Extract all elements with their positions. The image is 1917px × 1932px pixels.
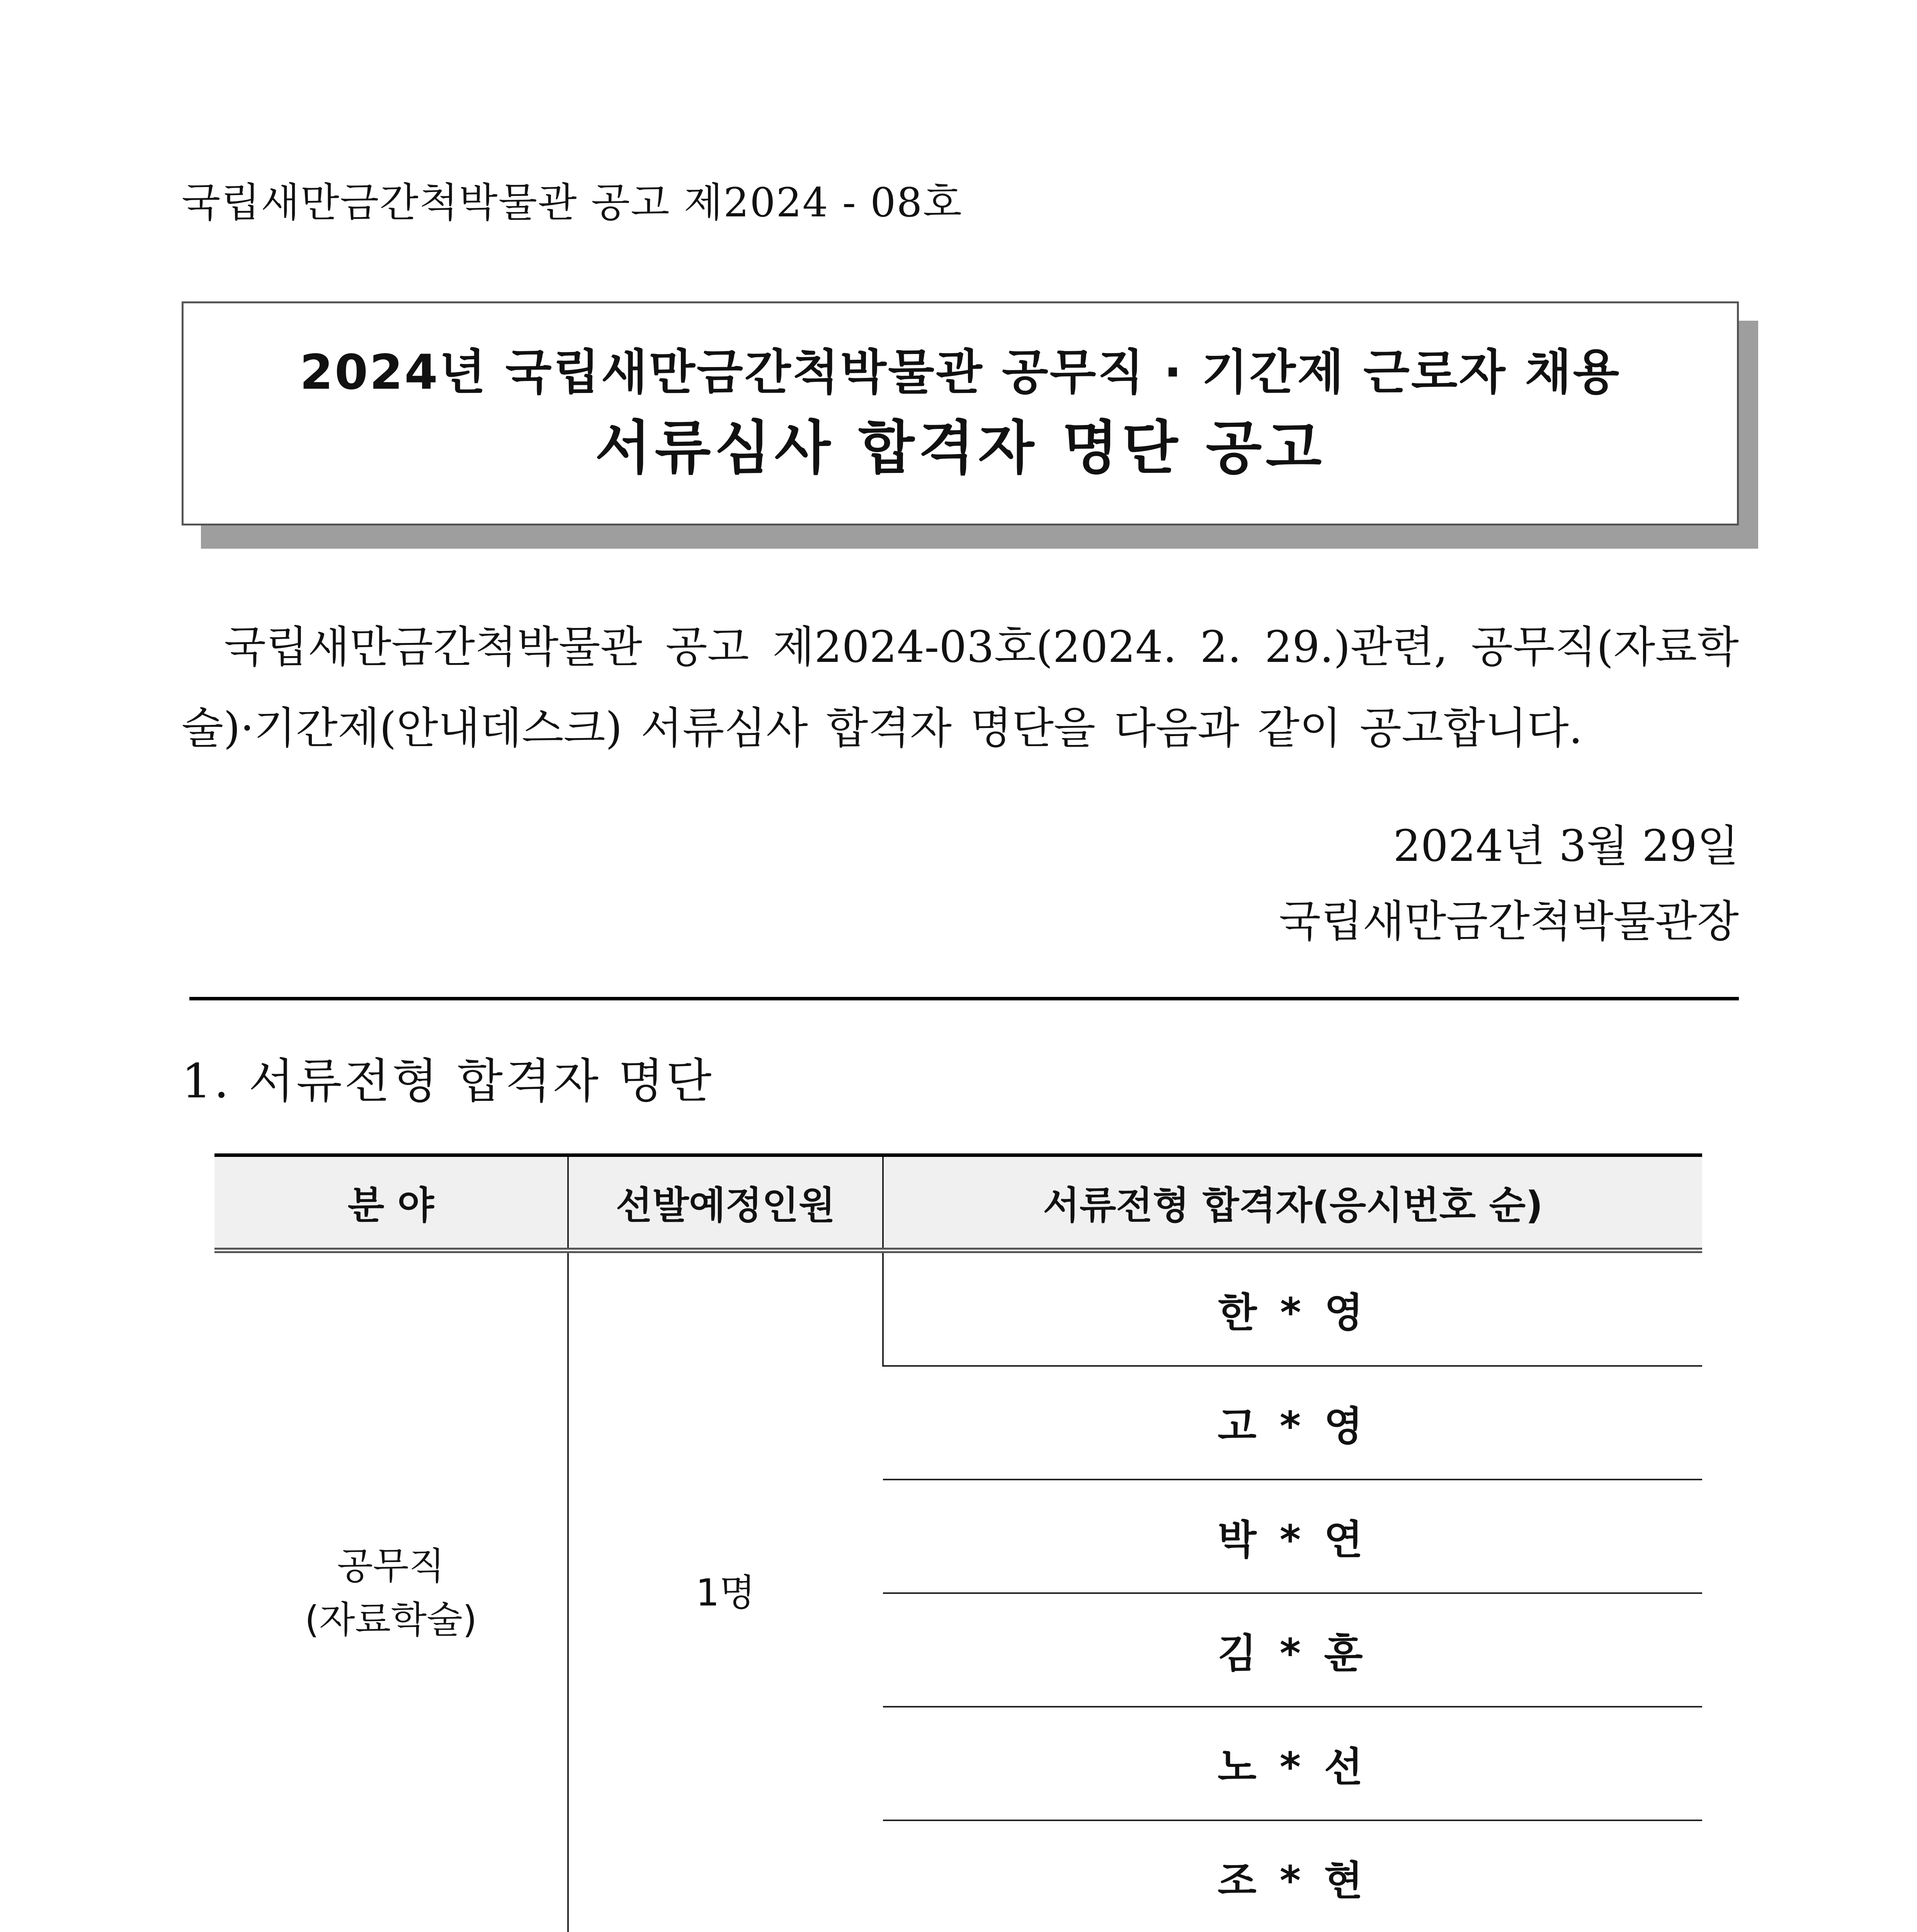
title-line-1: 2024년 국립새만금간척박물관 공무직 · 기간제 근로자 채용 xyxy=(299,345,1621,401)
candidate-name: 노 * 선 xyxy=(883,1707,1702,1820)
candidate-name: 조 * 현 xyxy=(883,1820,1702,1932)
candidate-name: 김 * 훈 xyxy=(883,1593,1702,1707)
table-row xyxy=(214,1250,1702,1366)
header-quota: 선발예정인원 xyxy=(568,1155,883,1251)
notice-date: 2024년 3월 29일 xyxy=(1393,821,1739,871)
section-heading: 1. 서류전형 합격자 명단 xyxy=(182,1054,714,1109)
section-divider xyxy=(189,997,1739,1000)
quota-cell: 1명 xyxy=(568,1250,883,1932)
candidate-name: 한 * 영 xyxy=(883,1250,1702,1366)
table-header-row xyxy=(214,1155,1702,1251)
category-cell xyxy=(214,1250,568,1932)
title-line-2: 서류심사 합격자 명단 공고 xyxy=(595,414,1326,482)
category-detail: (자료학술) xyxy=(304,1598,477,1641)
candidate-name: 박 * 연 xyxy=(883,1480,1702,1593)
category-name: 공무직 xyxy=(337,1544,445,1588)
notice-body-text: 국립새만금간척박물관 공고 제2024-03호(2024. 2. 29.)관련, 공무직(자료학술)·기간제(안내데스크) 서류심사 합격자 명단을 다음과 같이 공고합니다. xyxy=(182,622,1739,753)
candidate-name: 고 * 영 xyxy=(883,1366,1702,1480)
header-candidates: 서류전형 합격자(응시번호 순) xyxy=(883,1155,1702,1251)
issuer-name: 국립새만금간척박물관장 xyxy=(1279,896,1739,947)
header-category: 분 야 xyxy=(214,1155,568,1251)
title-box xyxy=(182,301,1739,526)
results-table xyxy=(214,1153,1702,1932)
notice-number: 국립새만금간척박물관 공고 제2024 - 08호 xyxy=(182,179,963,226)
